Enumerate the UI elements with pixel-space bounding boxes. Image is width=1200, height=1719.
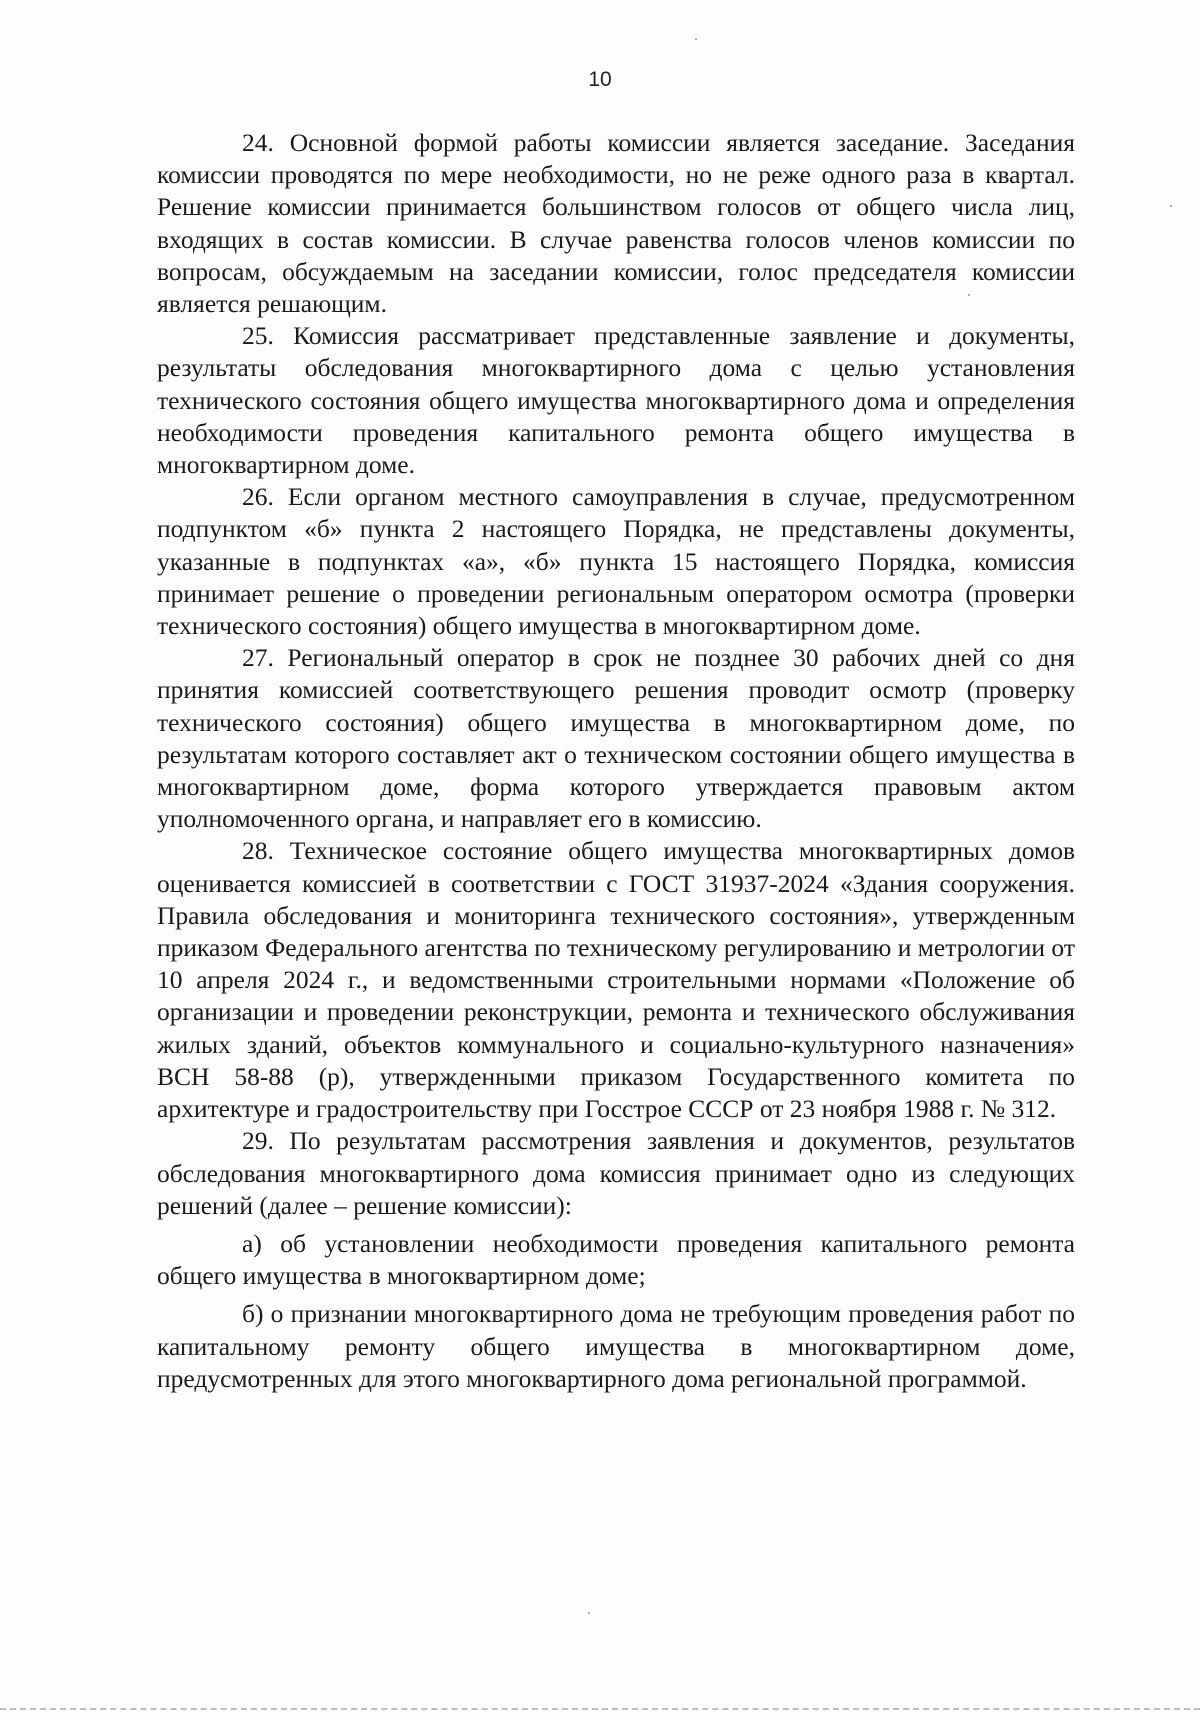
paragraph-29-item-a: а) об установлении необходимости проведения капитального ремонта общего имущества в многоквартирном доме; — [157, 1228, 1075, 1291]
scan-speck — [588, 1612, 590, 1614]
paragraph-29: 29. По результатам рассмотрения заявления и документов, результатов обследования многоквартирного дома комиссия принимает одно из следующих решений (далее – решение комиссии): — [157, 1126, 1075, 1220]
scan-speck — [968, 294, 970, 296]
paragraph-29-item-b: б) о признании многоквартирного дома не требующим проведения работ по капитальному ремонту общего имущества в многоквартирном доме, предусмотренных для этого многоквартирного дома региональной программой. — [157, 1299, 1075, 1393]
scan-speck — [1170, 205, 1172, 207]
scan-speck — [695, 38, 697, 40]
paragraph-26: 26. Если органом местного самоуправления в случае, предусмотренном подпунктом «б» пункта 2 настоящего Порядка, не представлены документы, указанные в подпунктах «а», «б» пункта 15 настоящего Порядка, комиссия принимает решение о проведении региональным оператором осмотра (проверки технического состояния) общего имущества в многоквартирном доме. — [157, 482, 1075, 641]
paragraph-24: 24. Основной формой работы комиссии является заседание. Заседания комиссии проводятся по мере необходимости, но не реже одного раза в квартал. Решение комиссии принимается большинством голосов от общего числа лиц, входящих в состав комиссии. В случае равенства голосов членов комиссии по вопросам, обсуждаемым на заседании комиссии, голос председателя комиссии является решающим. — [157, 128, 1075, 319]
paragraph-25: 25. Комиссия рассматривает представленные заявление и документы, результаты обследования многоквартирного дома с целью установления технического состояния общего имущества многоквартирного дома и определения необходимости проведения капитального ремонта общего имущества в многоквартирном доме. — [157, 321, 1075, 480]
document-body — [157, 127, 1075, 1395]
scan-bottom-edge — [0, 1708, 1200, 1710]
paragraph-28: 28. Техническое состояние общего имущества многоквартирных домов оценивается комиссией в соответствии с ГОСТ 31937-2024 «Здания сооружения. Правила обследования и мониторинга технического состояния», утвержденным приказом Федерального агентства по техническому регулированию и метрологии от 10 апреля 2024 г., и ведомственными строительными нормами «Положение об организации и проведении реконструкции, ремонта и технического обслуживания жилых зданий, объектов коммунального и социально-культурного назначения» ВСН 58-88 (р), утвержденными приказом Государственного комитета по архитектуре и градостроительству при Госстрое СССР от 23 ноября 1988 г. № 312. — [157, 836, 1075, 1124]
paragraph-27: 27. Региональный оператор в срок не позднее 30 рабочих дней со дня принятия комиссией соответствующего решения проводит осмотр (проверку технического состояния) общего имущества в многоквартирном доме, по результатам которого составляет акт о техническом состоянии общего имущества в многоквартирном доме, форма которого утверждается правовым актом уполномоченного органа, и направляет его в комиссию. — [157, 643, 1075, 834]
page-number: 10 — [588, 68, 612, 91]
